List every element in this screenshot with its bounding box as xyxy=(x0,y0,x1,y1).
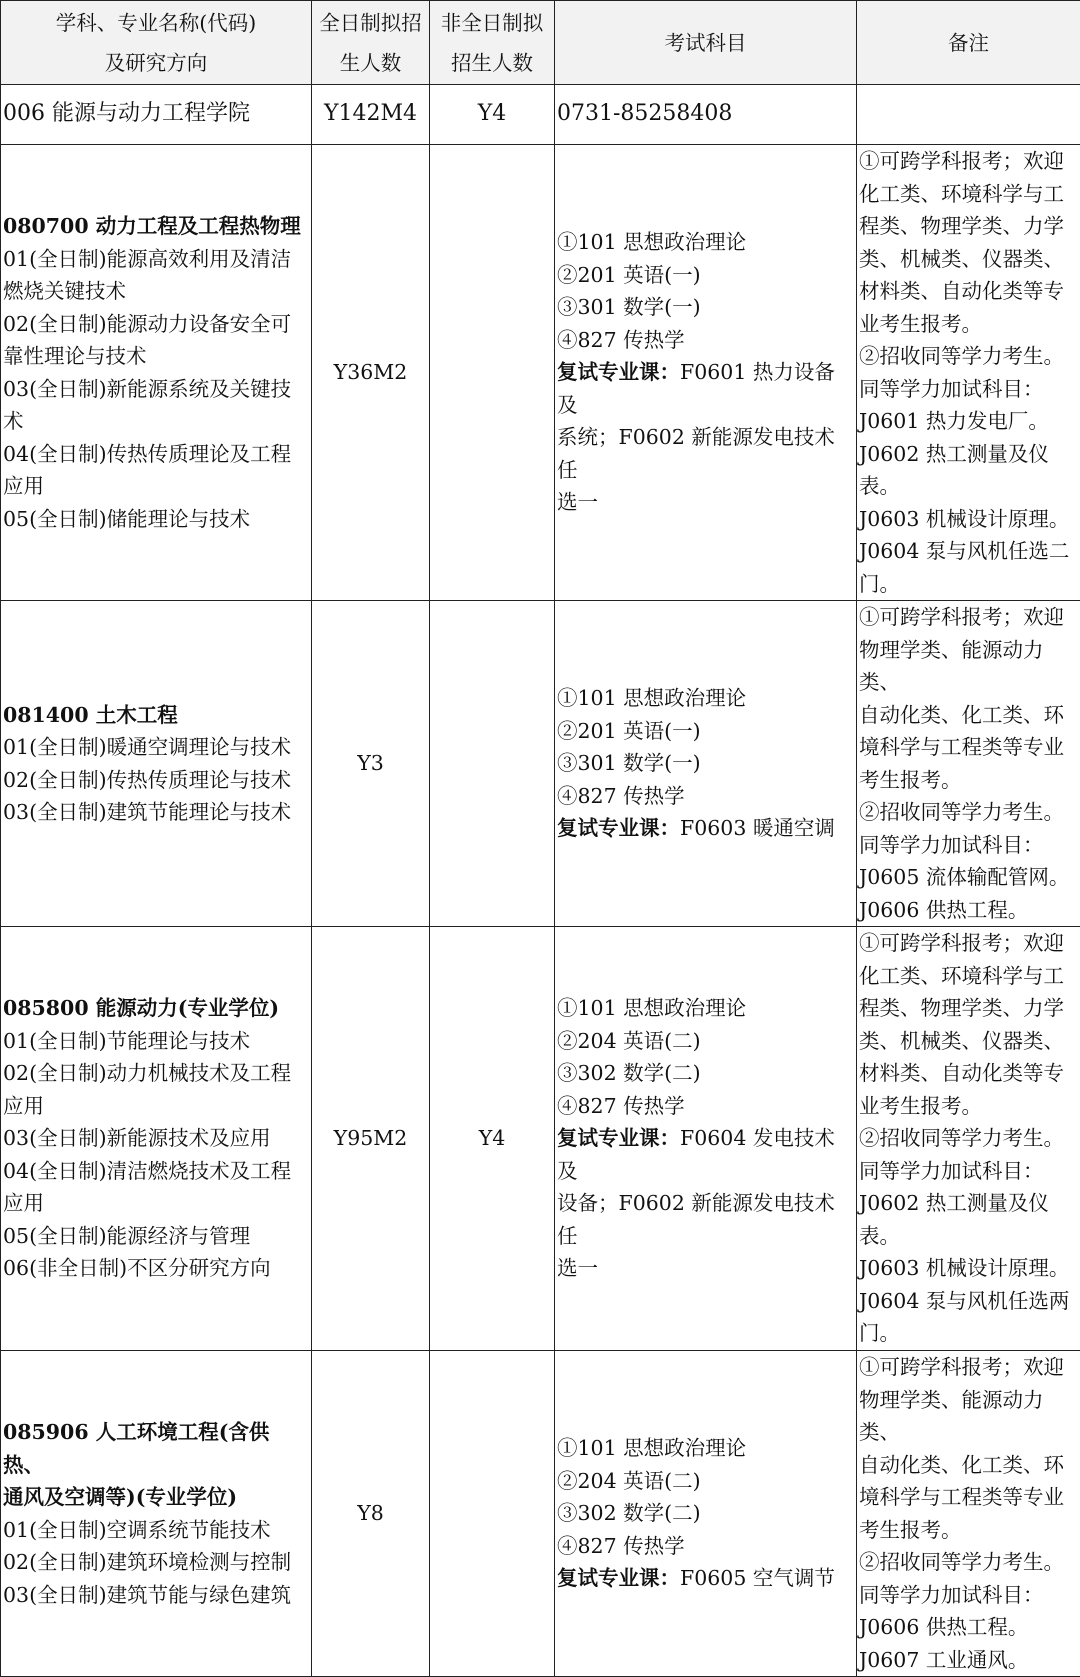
text-line: J0602 热工测量及仪 xyxy=(859,438,1078,471)
text-line: 考生报考。 xyxy=(859,764,1078,797)
text-line: 燃烧关键技术 xyxy=(3,275,309,308)
text-line: ①101 思想政治理论 xyxy=(557,682,854,715)
text-line: 材料类、自动化类等专 xyxy=(859,275,1078,308)
text-line: ①可跨学科报考；欢迎 xyxy=(859,601,1078,634)
text-line: ①可跨学科报考；欢迎 xyxy=(859,145,1078,178)
text-line: J0606 供热工程。 xyxy=(859,894,1078,927)
retest-label: 复试专业课： xyxy=(557,360,680,384)
program-cell xyxy=(1,601,312,927)
text-line: ②招收同等学力考生。 xyxy=(859,1122,1078,1155)
text-line: 应用 xyxy=(3,470,309,503)
text-line: 自动化类、化工类、环 xyxy=(859,1449,1078,1482)
text-line: ②204 英语(二) xyxy=(557,1025,854,1058)
fulltime-count: Y8 xyxy=(312,1351,430,1677)
exam-cell xyxy=(555,927,857,1351)
retest-line xyxy=(557,812,854,845)
text-line: 02(全日制)能源动力设备安全可 xyxy=(3,308,309,341)
text-line: 系统；F0602 新能源发电技术任 xyxy=(557,421,854,486)
text-line: 类、机械类、仪器类、 xyxy=(859,243,1078,276)
retest-label: 复试专业课： xyxy=(557,1126,680,1150)
text-line: 通风及空调等)(专业学位) xyxy=(3,1481,309,1514)
text-line: ③302 数学(二) xyxy=(557,1497,854,1530)
retest-text: F0604 发电技术及 xyxy=(557,1126,835,1183)
fulltime-count: Y95M2 xyxy=(312,927,430,1351)
retest-label: 复试专业课： xyxy=(557,1566,680,1590)
text-line: 04(全日制)传热传质理论及工程 xyxy=(3,438,309,471)
exam-cell xyxy=(555,145,857,601)
header-fulltime: 全日制拟招 生人数 xyxy=(312,1,430,85)
text-line: 03(全日制)建筑节能与绿色建筑 xyxy=(3,1579,309,1612)
program-row xyxy=(1,145,1080,601)
text-line: 门。 xyxy=(859,568,1078,601)
text-line: J0606 供热工程。 xyxy=(859,1611,1078,1644)
text-line: 术 xyxy=(3,405,309,438)
text-line: 设备；F0602 新能源发电技术任 xyxy=(557,1187,854,1252)
text-line: 程类、物理学类、力学 xyxy=(859,992,1078,1025)
text-line: 01(全日制)能源高效利用及清洁 xyxy=(3,243,309,276)
notes-cell xyxy=(857,1351,1080,1677)
text-line: 同等学力加试科目： xyxy=(859,1155,1078,1188)
parttime-count xyxy=(430,1351,555,1677)
text-line: 03(全日制)建筑节能理论与技术 xyxy=(3,796,309,829)
text-line: ②招收同等学力考生。 xyxy=(859,340,1078,373)
text-line: 02(全日制)建筑环境检测与控制 xyxy=(3,1546,309,1579)
text-line: ④827 传热学 xyxy=(557,1530,854,1563)
parttime-count xyxy=(430,145,555,601)
text-line: 考生报考。 xyxy=(859,1514,1078,1547)
text-line: 01(全日制)暖通空调理论与技术 xyxy=(3,731,309,764)
college-name: 006 能源与动力工程学院 xyxy=(1,85,312,145)
notes-cell xyxy=(857,145,1080,601)
text-line: 化工类、环境科学与工 xyxy=(859,178,1078,211)
table-header-row xyxy=(1,1,1080,85)
text-line: 03(全日制)新能源系统及关键技 xyxy=(3,373,309,406)
text-line: ②招收同等学力考生。 xyxy=(859,796,1078,829)
text-line: ③301 数学(一) xyxy=(557,747,854,780)
program-row xyxy=(1,1351,1080,1677)
text-line: ①可跨学科报考；欢迎 xyxy=(859,1351,1078,1384)
text-line: ②招收同等学力考生。 xyxy=(859,1546,1078,1579)
text-line: 自动化类、化工类、环 xyxy=(859,699,1078,732)
text-line: ①101 思想政治理论 xyxy=(557,992,854,1025)
college-fulltime: Y142M4 xyxy=(312,85,430,145)
header-program: 学科、专业名称(代码) 及研究方向 xyxy=(1,1,312,85)
text-line: 02(全日制)动力机械技术及工程 xyxy=(3,1057,309,1090)
text-line: 04(全日制)清洁燃烧技术及工程 xyxy=(3,1155,309,1188)
college-phone: 0731-85258408 xyxy=(555,85,857,145)
text-line: 化工类、环境科学与工 xyxy=(859,960,1078,993)
text-line: J0604 泵与风机任选二 xyxy=(859,535,1078,568)
header-exams: 考试科目 xyxy=(555,1,857,85)
text-line: 材料类、自动化类等专 xyxy=(859,1057,1078,1090)
retest-label: 复试专业课： xyxy=(557,816,680,840)
retest-line xyxy=(557,1122,854,1187)
text-line: 境科学与工程类等专业 xyxy=(859,731,1078,764)
text-line: 06(非全日制)不区分研究方向 xyxy=(3,1252,309,1285)
text-line: J0603 机械设计原理。 xyxy=(859,503,1078,536)
text-line: 境科学与工程类等专业 xyxy=(859,1481,1078,1514)
text-line: 物理学类、能源动力类、 xyxy=(859,1384,1078,1449)
fulltime-count: Y36M2 xyxy=(312,145,430,601)
retest-text: F0605 空气调节 xyxy=(680,1566,835,1590)
header-notes: 备注 xyxy=(857,1,1080,85)
text-line: 业考生报考。 xyxy=(859,308,1078,341)
text-line: 选一 xyxy=(557,486,854,519)
text-line: 选一 xyxy=(557,1252,854,1285)
text-line: 085800 能源动力(专业学位) xyxy=(3,992,309,1025)
text-line: J0605 流体输配管网。 xyxy=(859,861,1078,894)
notes-cell xyxy=(857,601,1080,927)
program-row xyxy=(1,601,1080,927)
text-line: ②201 英语(一) xyxy=(557,715,854,748)
text-line: 应用 xyxy=(3,1090,309,1123)
text-line: ①可跨学科报考；欢迎 xyxy=(859,927,1078,960)
text-line: 应用 xyxy=(3,1187,309,1220)
program-cell xyxy=(1,927,312,1351)
text-line: 门。 xyxy=(859,1317,1078,1350)
text-line: 085906 人工环境工程(含供热、 xyxy=(3,1416,309,1481)
text-line: 01(全日制)空调系统节能技术 xyxy=(3,1514,309,1547)
college-parttime: Y4 xyxy=(430,85,555,145)
text-line: J0607 工业通风。 xyxy=(859,1644,1078,1677)
text-line: 081400 土木工程 xyxy=(3,699,309,732)
text-line: 01(全日制)节能理论与技术 xyxy=(3,1025,309,1058)
retest-line xyxy=(557,1562,854,1595)
text-line: 05(全日制)储能理论与技术 xyxy=(3,503,309,536)
text-line: ①101 思想政治理论 xyxy=(557,226,854,259)
program-cell xyxy=(1,145,312,601)
text-line: ③302 数学(二) xyxy=(557,1057,854,1090)
text-line: 05(全日制)能源经济与管理 xyxy=(3,1220,309,1253)
text-line: 业考生报考。 xyxy=(859,1090,1078,1123)
parttime-count: Y4 xyxy=(430,927,555,1351)
text-line: 表。 xyxy=(859,470,1078,503)
text-line: 表。 xyxy=(859,1220,1078,1253)
text-line: ①101 思想政治理论 xyxy=(557,1432,854,1465)
program-cell xyxy=(1,1351,312,1677)
text-line: 类、机械类、仪器类、 xyxy=(859,1025,1078,1058)
text-line: 080700 动力工程及工程热物理 xyxy=(3,210,309,243)
text-line: J0603 机械设计原理。 xyxy=(859,1252,1078,1285)
text-line: 同等学力加试科目： xyxy=(859,1579,1078,1612)
program-row xyxy=(1,927,1080,1351)
text-line: ③301 数学(一) xyxy=(557,291,854,324)
text-line: J0601 热力发电厂。 xyxy=(859,405,1078,438)
college-note xyxy=(857,85,1080,145)
text-line: J0602 热工测量及仪 xyxy=(859,1187,1078,1220)
text-line: 03(全日制)新能源技术及应用 xyxy=(3,1122,309,1155)
retest-text: F0601 热力设备及 xyxy=(557,360,835,417)
text-line: ②204 英语(二) xyxy=(557,1465,854,1498)
text-line: ④827 传热学 xyxy=(557,324,854,357)
retest-line xyxy=(557,356,854,421)
text-line: 程类、物理学类、力学 xyxy=(859,210,1078,243)
text-line: 同等学力加试科目： xyxy=(859,373,1078,406)
exam-cell xyxy=(555,601,857,927)
header-parttime: 非全日制拟 招生人数 xyxy=(430,1,555,85)
exam-cell xyxy=(555,1351,857,1677)
text-line: 同等学力加试科目： xyxy=(859,829,1078,862)
text-line: 02(全日制)传热传质理论与技术 xyxy=(3,764,309,797)
parttime-count xyxy=(430,601,555,927)
college-row xyxy=(1,85,1080,145)
notes-cell xyxy=(857,927,1080,1351)
text-line: 靠性理论与技术 xyxy=(3,340,309,373)
text-line: ②201 英语(一) xyxy=(557,259,854,292)
text-line: ④827 传热学 xyxy=(557,780,854,813)
retest-text: F0603 暖通空调 xyxy=(680,816,835,840)
fulltime-count: Y3 xyxy=(312,601,430,927)
text-line: J0604 泵与风机任选两 xyxy=(859,1285,1078,1318)
text-line: ④827 传热学 xyxy=(557,1090,854,1123)
text-line: 物理学类、能源动力类、 xyxy=(859,634,1078,699)
